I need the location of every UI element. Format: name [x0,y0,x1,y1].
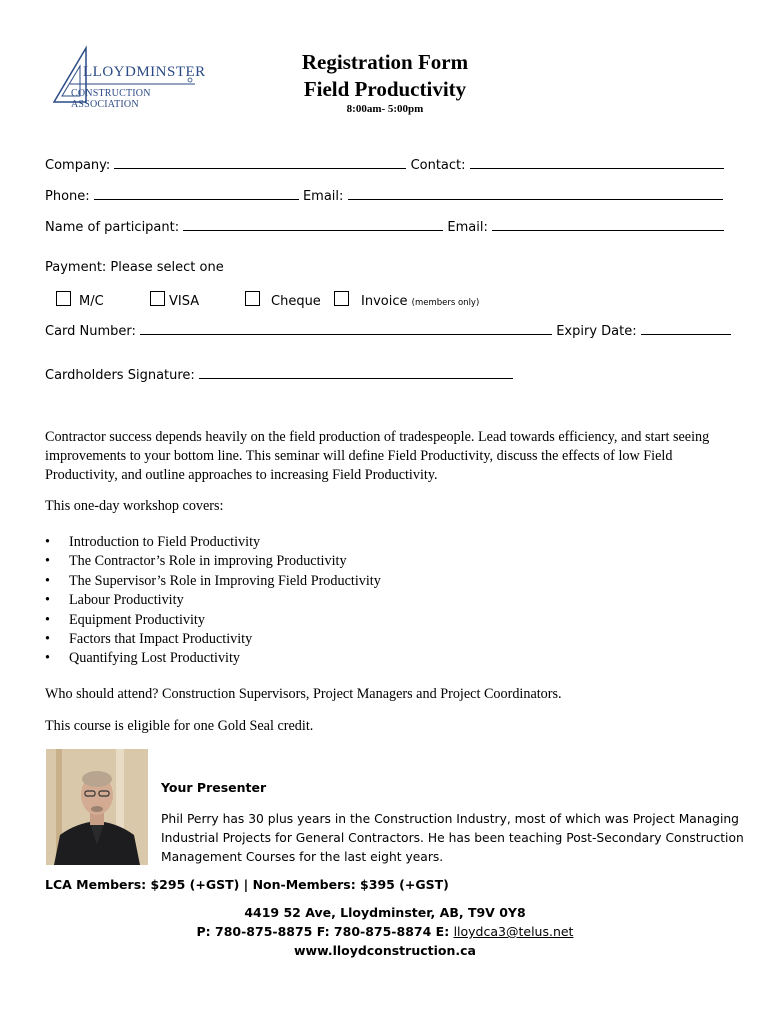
list-item: • Labour Productivity [45,591,725,610]
audience-text: Who should attend? Construction Supervisors, Project Managers and Project Coordinators. [45,686,562,702]
course-description: Contractor success depends heavily on the field production of tradespeople. Lead towards efficiency, and start seeing improvements to your bottom line. This seminar will define Field Productivity, discuss the effects of low Field Productivity, and outline approaches to increasing Field Productivity. [45,429,710,483]
contact-label: Contact: [410,158,466,173]
option-invoice[interactable]: Invoice (members only) [334,291,479,309]
list-item: • The Supervisor’s Role in Improving Field Productivity [45,572,725,591]
checkbox-icon[interactable] [56,291,71,306]
phone-fax: P: 780-875-8875 F: 780-875-8874 [196,924,432,939]
presenter-bio-line: Management Courses for the last eight years. [161,850,444,864]
presenter-bio [161,810,744,867]
card-row [45,322,731,339]
address: 4419 52 Ave, Lloydminster, AB, T9V 0Y8 [244,905,526,920]
participant-email-field[interactable] [492,218,724,231]
credit-text: This course is eligible for one Gold Seal credit. [45,718,314,734]
contact-field[interactable] [470,156,724,169]
participant-label: Name of participant: [45,220,180,235]
pricing: LCA Members: $295 (+GST) | Non-Members: $395 (+GST) [45,877,449,892]
signature-label: Cardholders Signature: [45,368,195,383]
contact-line [0,924,770,939]
email-prefix: E: [435,924,450,939]
card-number-label: Card Number: [45,324,136,339]
presenter-bio-line: Phil Perry has 30 plus years in the Construction Industry, most of which was Project Managing [161,812,739,826]
list-item: • The Contractor’s Role in improving Productivity [45,552,725,571]
form-title: Registration Form [301,50,469,74]
association-logo [50,44,206,110]
card-number-field[interactable] [140,322,552,335]
presenter-heading: Your Presenter [161,780,267,795]
checkbox-icon[interactable] [245,291,260,306]
checkbox-icon[interactable] [150,291,165,306]
session-hours: 8:00am- 5:00pm [346,103,424,115]
topic-list [45,533,725,669]
presenter-bio-line: Industrial Projects for General Contractors. He has been teaching Post-Secondary Construction [161,831,744,845]
list-item: • Quantifying Lost Productivity [45,649,725,668]
company-field[interactable] [114,156,406,169]
phone-email-row [45,187,723,204]
expiry-field[interactable] [641,322,731,335]
phone-field[interactable] [94,187,299,200]
participant-field[interactable] [183,218,443,231]
expiry-label: Expiry Date: [556,324,637,339]
logo-subtitle: CONSTRUCTION ASSOCIATION [71,88,151,110]
company-contact-row [45,156,724,173]
participant-email-label: Email: [447,220,488,235]
payment-label: Payment: Please select one [45,260,224,275]
website-link[interactable]: www.lloydconstruction.ca [294,943,476,958]
company-label: Company: [45,158,111,173]
logo-name: LLOYDMINSTER [83,64,206,80]
option-mc[interactable]: M/C [56,291,104,309]
signature-field[interactable] [199,366,513,379]
presenter-photo [46,749,148,865]
option-visa[interactable]: VISA [150,291,199,309]
covers-intro: This one-day workshop covers: [45,498,224,514]
list-item: • Equipment Productivity [45,611,725,630]
email-label: Email: [302,189,344,204]
email-field[interactable] [348,187,723,200]
invoice-note: (members only) [411,298,480,308]
list-item: • Factors that Impact Productivity [45,630,725,649]
signature-row [45,366,513,383]
participant-row [45,218,724,235]
email-link[interactable]: lloydca3@telus.net [453,924,574,939]
form-subtitle: Field Productivity [303,77,467,101]
checkbox-icon[interactable] [334,291,349,306]
list-item: • Introduction to Field Productivity [45,533,725,552]
option-cheque[interactable]: Cheque [245,291,321,309]
phone-label: Phone: [45,189,90,204]
